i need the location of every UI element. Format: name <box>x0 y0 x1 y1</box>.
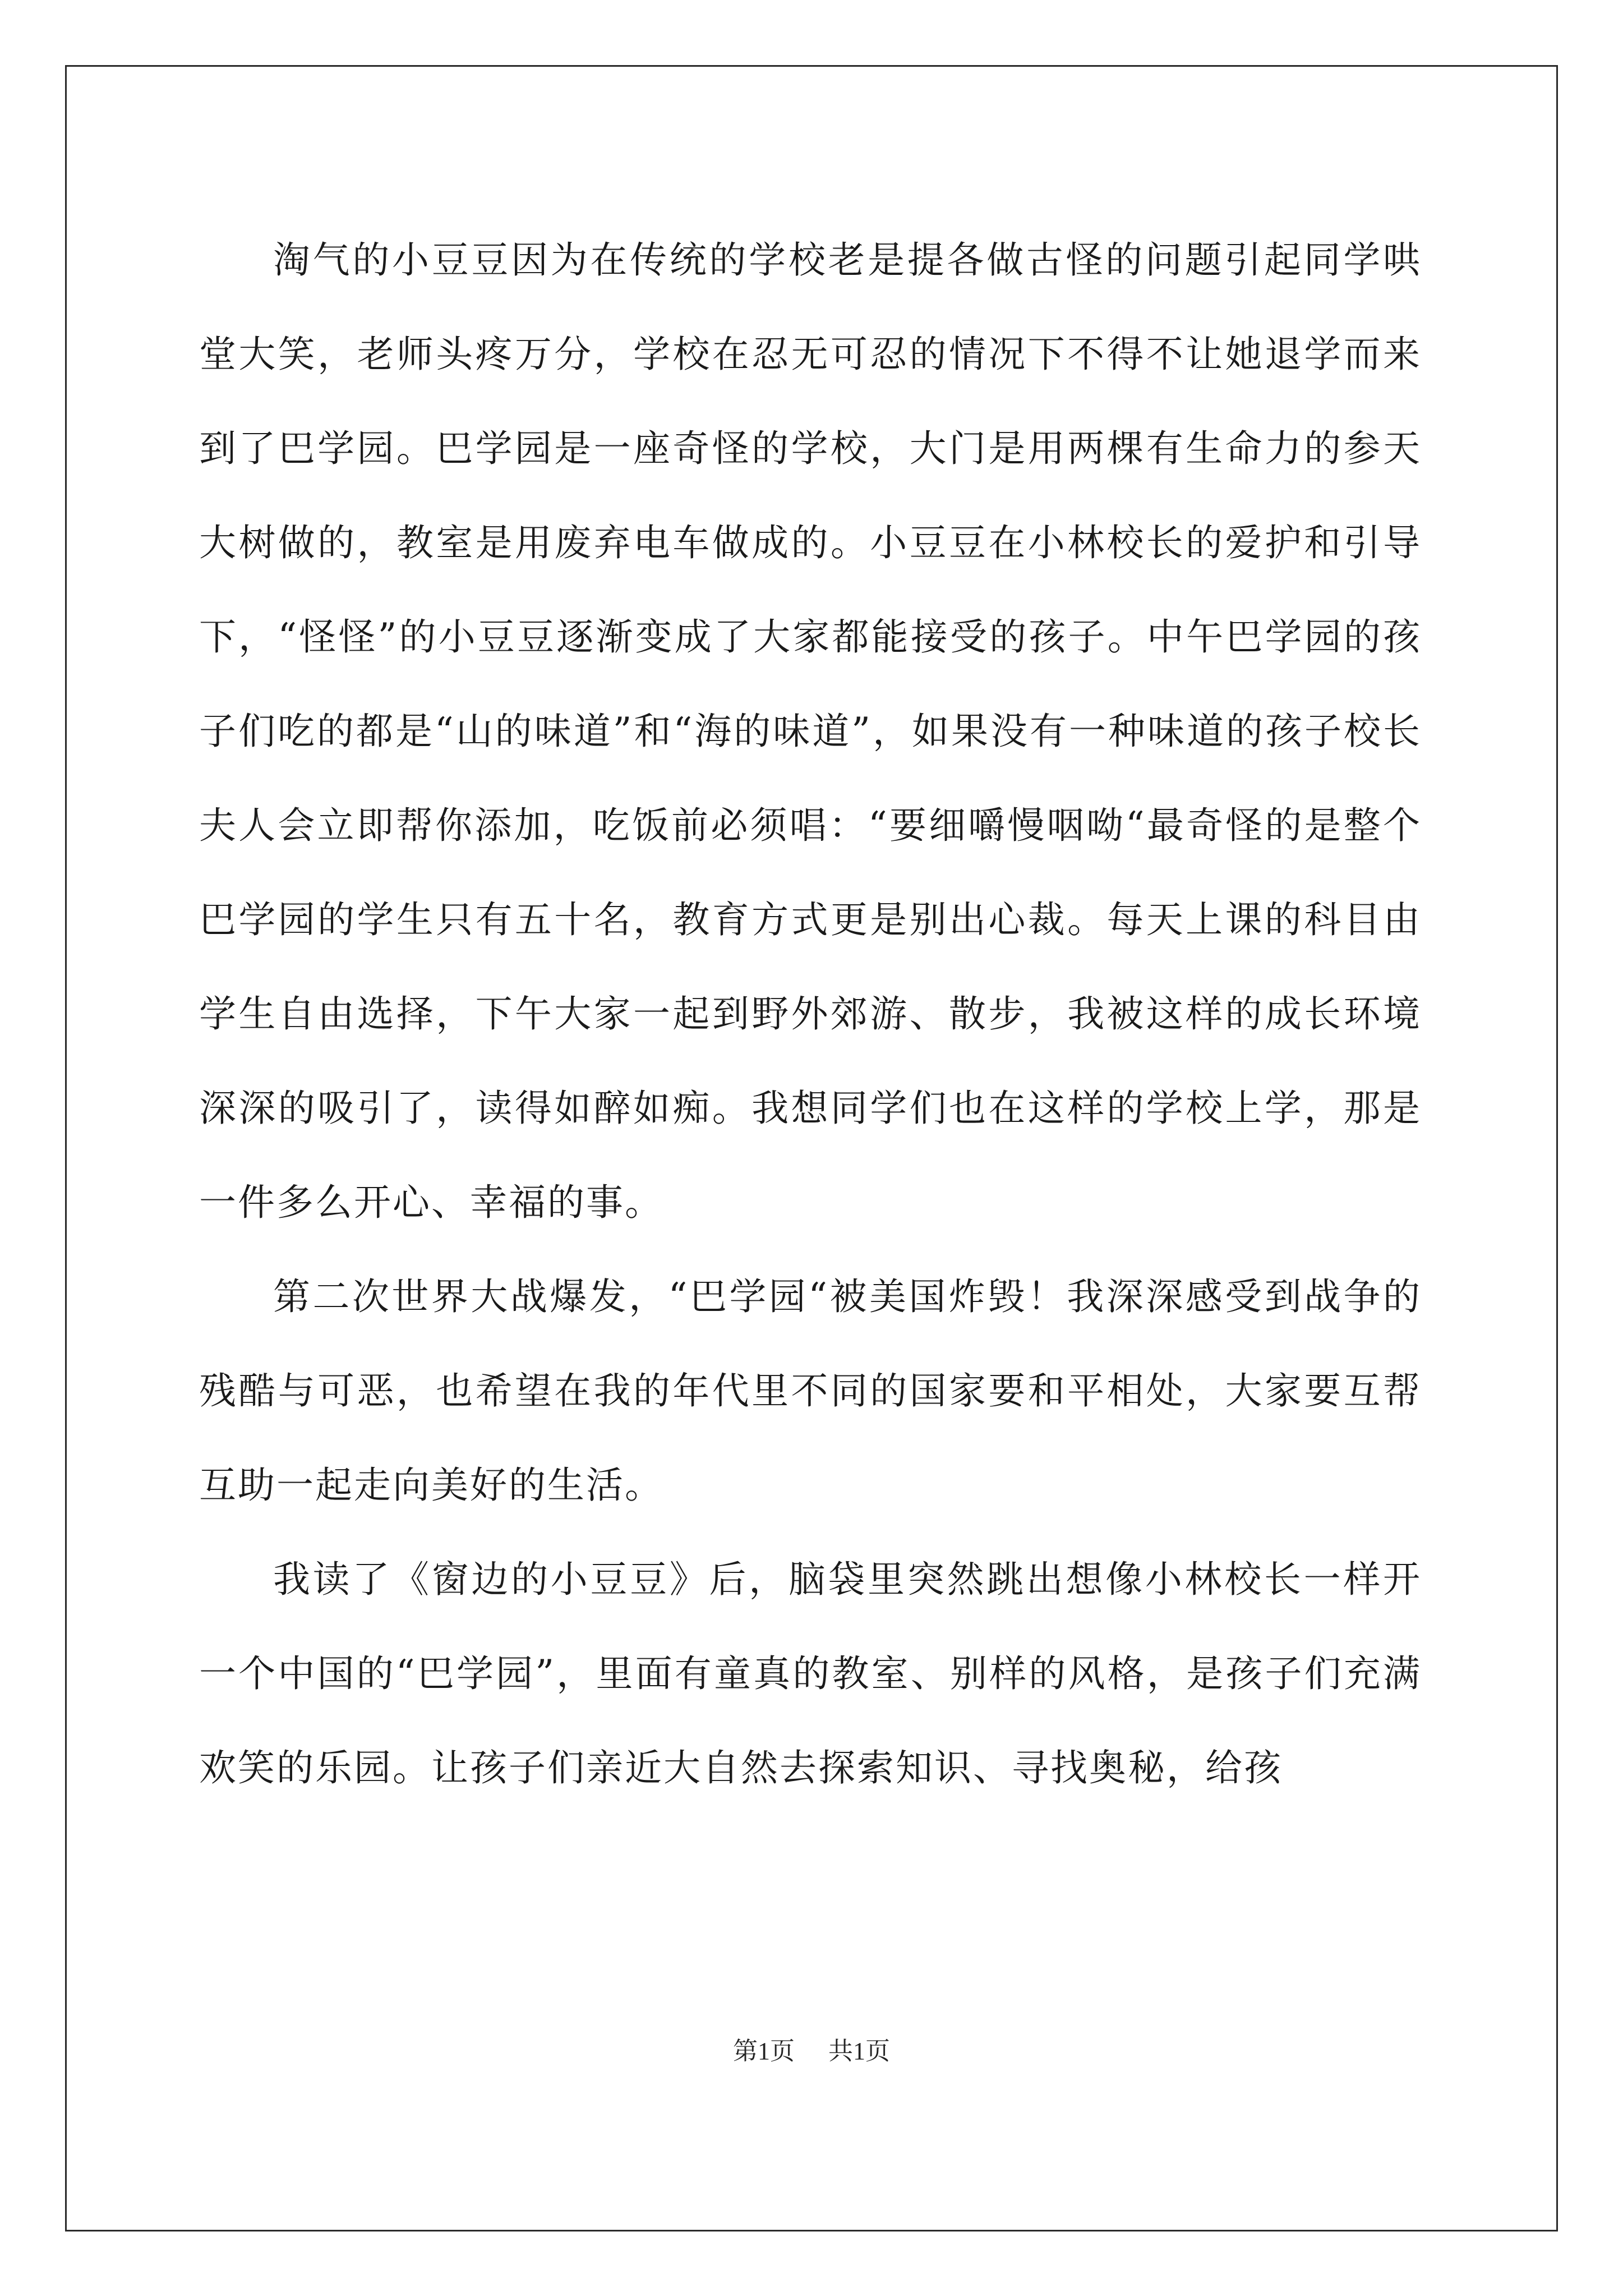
page-total: 共1页 <box>828 2037 890 2065</box>
document-body <box>199 213 1422 1815</box>
paragraph-3: 我读了《窗边的小豆豆》后，脑袋里突然跳出想像小林校长一样开一个中国的“巴学园”，里面有童真的教室、别样的风格，是孩子们充满欢笑的乐园。让孩子们亲近大自然去探索知识、寻找奥秘，给孩 <box>199 1558 1422 1789</box>
page-footer <box>0 2031 1623 2067</box>
page-number: 第1页 <box>733 2037 795 2065</box>
paragraph-2: 第二次世界大战爆发，“巴学园“被美国炸毁！我深深感受到战争的残酷与可恶，也希望在我的年代里不同的国家要和平相处，大家要互帮互助一起走向美好的生活。 <box>199 1275 1422 1507</box>
paragraph-1: 淘气的小豆豆因为在传统的学校老是提各做古怪的问题引起同学哄堂大笑，老师头疼万分，学校在忍无可忍的情况下不得不让她退学而来到了巴学园。巴学园是一座奇怪的学校，大门是用两棵有生命力的参天大树做的，教室是用废弃电车做成的。小豆豆在小林校长的爱护和引导下，“怪怪”的小豆豆逐渐变成了大家都能接受的孩子。中午巴学园的孩子们吃的都是“山的味道”和“海的味道”，如果没有一种味道的孩子校长夫人会立即帮你添加，吃饭前必须唱：“要细嚼慢咽呦“最奇怪的是整个巴学园的学生只有五十名，教育方式更是别出心裁。每天上课的科目由学生自由选择，下午大家一起到野外郊游、散步，我被这样的成长环境深深的吸引了，读得如醉如痴。我想同学们也在这样的学校上学，那是一件多么开心、幸福的事。 <box>199 238 1422 1224</box>
